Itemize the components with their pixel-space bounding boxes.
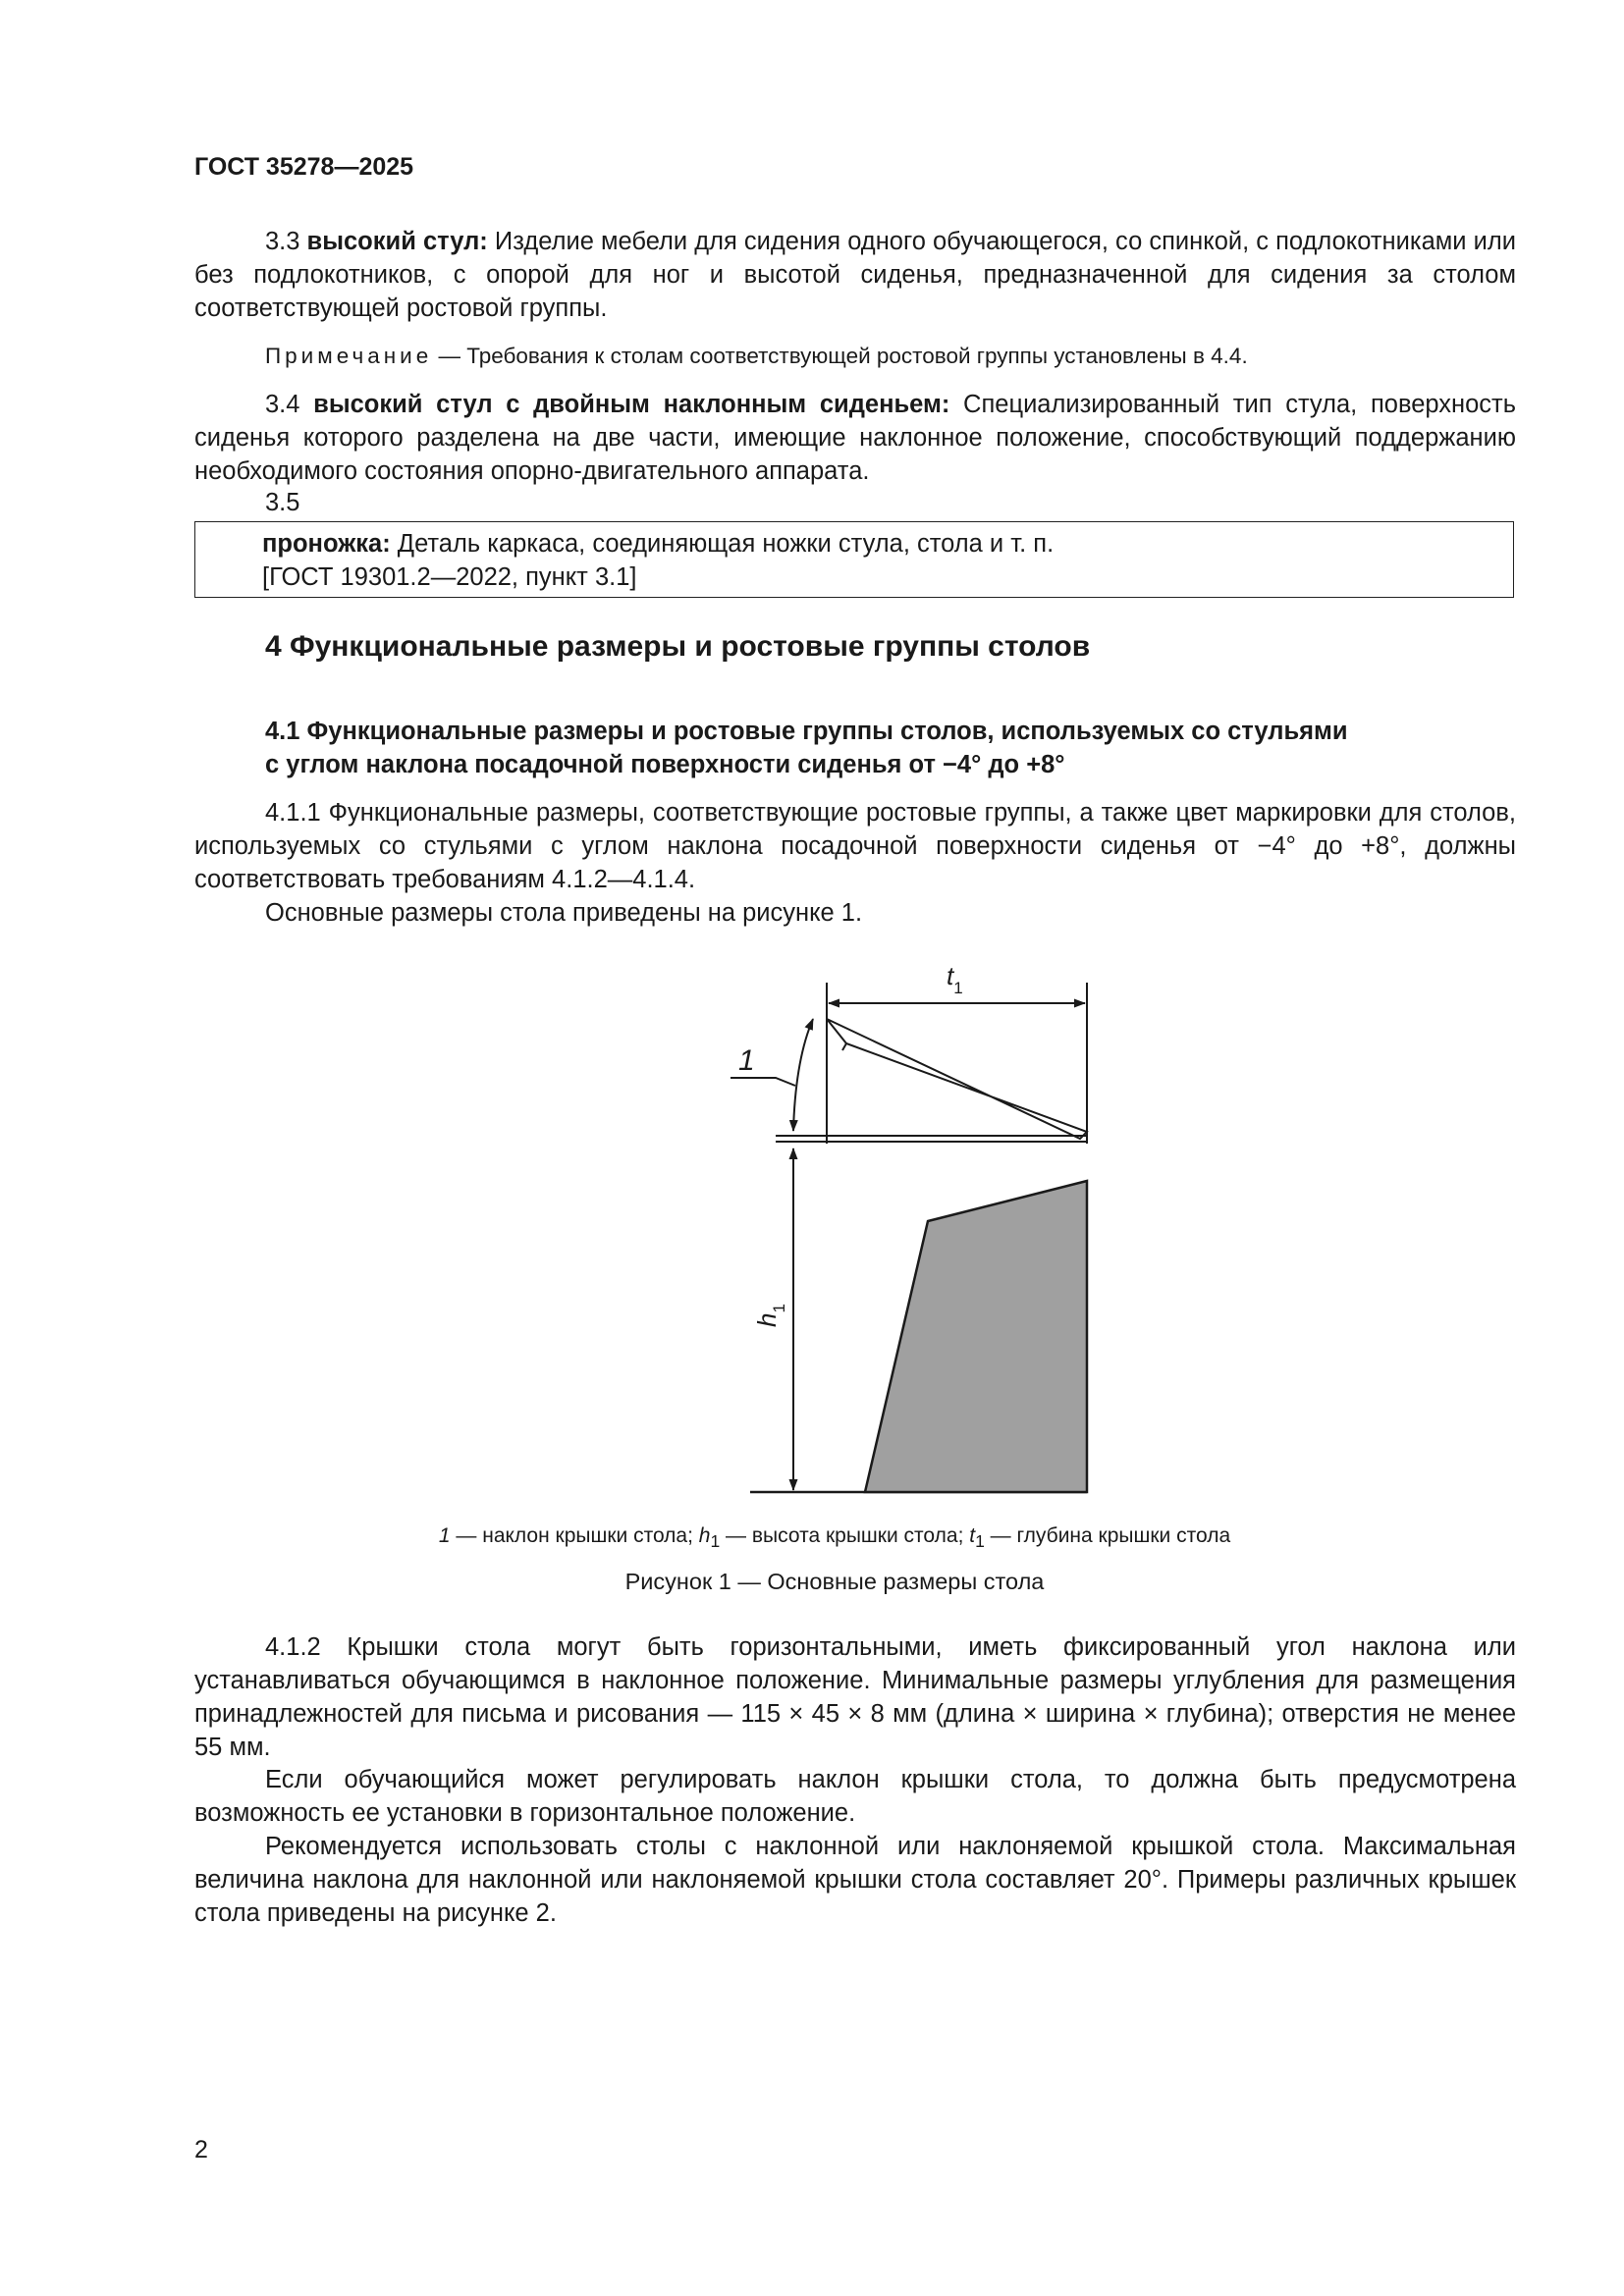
t1-label: $t_1$	[947, 961, 963, 997]
clause-text: Изделие мебели для сидения одного обучающегося, со спинкой, с подлокотниками или без подлокотников, с опорой для ног и высотой сиденья, предназначенной для сидения за столом соответствующей ростовой группы.	[194, 228, 1516, 322]
clause-text: Специализированный тип стула, поверхность сиденья которого разделена на две части, имеющие наклонное положение, способствующий поддержанию необходимого состояния опорно-двигательного аппарата.	[194, 391, 1517, 485]
clause-term: высокий стул с двойным наклонным сиденьем:	[313, 391, 950, 418]
legend-item-1: 1	[438, 1524, 451, 1547]
paragraph-adjustable-tilt: Если обучающийся может регулировать наклон крышки стола, то должна быть предусмотрена возможность ее установки в горизонтальное положение.	[194, 1766, 1516, 1827]
clause-term: проножка:	[262, 530, 391, 558]
subsection-heading-line2: с углом наклона посадочной поверхности сиденья от −4° до +8°	[265, 751, 1065, 778]
leader-line-1	[731, 1078, 795, 1086]
paragraph-figure-reference: Основные размеры стола приведены на рисунке 1.	[265, 899, 863, 927]
legend-text: — высота крышки стола;	[720, 1524, 970, 1547]
paragraph-4-1-1: 4.1.1 Функциональные размеры, соответствующие ростовые группы, а также цвет маркировки для столов, используемых со стульями с углом наклона посадочной поверхности сиденья от −4° до +8°, должны соответствовать требованиям 4.1.2—4.1.4.	[194, 799, 1516, 893]
legend-t: t	[969, 1524, 976, 1547]
figure-1-legend	[0, 1524, 1624, 1552]
clause-3-5-number: 3.5	[265, 489, 300, 516]
paragraph-recommendation: Рекомендуется использовать столы с наклонной или наклоняемой крышкой стола. Максимальная величина наклона для наклонной или наклоняемой крышки стола составляет 20°. Примеры различных крышек стола приведены на рисунке 2.	[194, 1833, 1516, 1927]
document-header: ГОСТ 35278—2025	[194, 153, 414, 181]
figure-1-title: Рисунок 1 — Основные размеры стола	[624, 1569, 1045, 1594]
legend-subscript: 1	[975, 1531, 985, 1552]
clause-text: Деталь каркаса, соединяющая ножки стула, стола и т. п.	[390, 530, 1055, 558]
clause-number: 3.3	[265, 228, 307, 255]
subsection-heading-line1: 4.1 Функциональные размеры и ростовые группы столов, используемых со стульями	[265, 718, 1348, 745]
note-label: Примечание	[265, 344, 433, 368]
section-heading: 4 Функциональные размеры и ростовые группы столов	[265, 630, 1091, 663]
table-body	[865, 1181, 1087, 1492]
clause-number: 3.4	[265, 391, 314, 418]
note-text: — Требования к столам соответствующей ростовой группы установлены в 4.4.	[432, 344, 1248, 368]
legend-text: — глубина крышки стола	[984, 1524, 1231, 1547]
h1-label: $h_1$	[752, 1304, 788, 1327]
tabletop-edge	[842, 1043, 846, 1050]
clause-term: высокий стул:	[306, 228, 488, 255]
paragraph-4-1-2: 4.1.2 Крышки стола могут быть горизонтальными, иметь фиксированный угол наклона или устанавливаться обучающимся в наклонное положение. Минимальные размеры углубления для размещения принадлежностей для письма и рисования — 115 × 45 × 8 мм (длина × ширина × глубина); отверстия не менее 55 мм.	[194, 1633, 1516, 1761]
legend-text: — наклон крышки стола;	[450, 1524, 699, 1547]
page-number: 2	[194, 2136, 208, 2163]
tilt-angle-arc	[793, 1019, 813, 1131]
clause-3-5-reference: [ГОСТ 19301.2—2022, пункт 3.1]	[262, 563, 637, 591]
callout-1: 1	[738, 1044, 755, 1077]
legend-h: h	[698, 1524, 711, 1547]
legend-subscript: 1	[710, 1531, 721, 1552]
tilted-tabletop	[827, 1019, 1087, 1139]
